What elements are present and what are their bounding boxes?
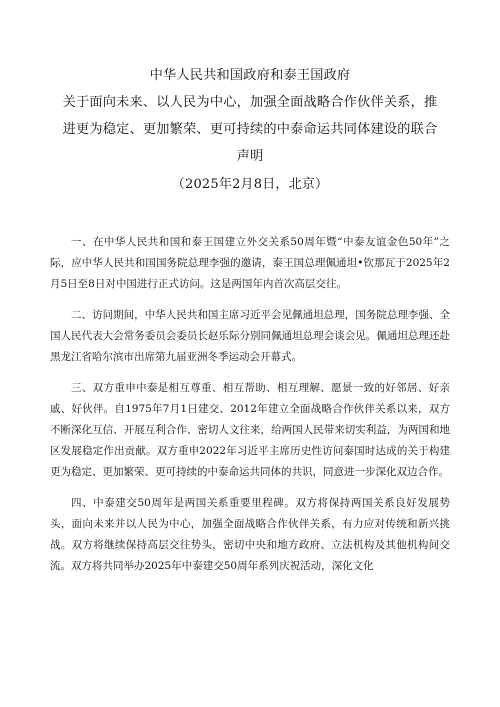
title-line-4: 声明 bbox=[236, 149, 264, 164]
paragraph-3: 三、双方重申中泰是相互尊重、相互帮助、相互理解、愿景一致的好邻居、好亲戚、好伙伴。自1975年7月1日建交、2012年建立全面战略合作伙伴关系以来，双方不断深化互信、开展互利合作、密切人文往来，给两国人民带来切实利益，为两国和地区发展稳定作出贡献。双方重申2022年习近平主席历史性访问泰国时达成的关于构建更为稳定、更加繁荣、更可持续的中泰命运共同体的共识，同意进一步深化双边合作。 bbox=[50, 382, 450, 478]
paragraph-2: 二、访问期间，中华人民共和国主席习近平会见佩通坦总理，国务院总理李强、全国人民代表大会常务委员会委员长赵乐际分别同佩通坦总理会谈会见。佩通坦总理还赴黑龙江省哈尔滨市出席第九届亚洲冬季运动会开幕式。 bbox=[50, 309, 450, 363]
paragraph-1: 一、在中华人民共和国和泰王国建立外交关系50周年暨“中泰友谊金色50年”之际，应中华人民共和国国务院总理李强的邀请，泰王国总理佩通坦•钦那瓦于2025年2月5日至8日对中国进行正式访问。这是两国年内首次高层交往。 bbox=[50, 236, 450, 290]
title-line-2: 关于面向未来、以人民为中心，加强全面战略合作伙伴关系，推 bbox=[62, 95, 438, 110]
title-line-3: 进更为稳定、更加繁荣、更可持续的中泰命运共同体建设的联合 bbox=[62, 122, 438, 137]
title-line-1: 中华人民共和国政府和泰王国政府 bbox=[149, 68, 351, 83]
paragraph-4: 四、中泰建交50周年是两国关系重要里程碑。双方将保持两国关系良好发展势头，面向未来并以人民为中心，加强全面战略合作伙伴关系，有力应对传统和新兴挑战。双方将继续保持高层交往势头，密切中央和地方政府、立法机构及其他机构间交流。双方将共同举办2025年中泰建交50周年系列庆祝活动，深化文化 bbox=[50, 497, 450, 572]
document-date: （2025年2月8日，北京） bbox=[171, 177, 329, 192]
document-body bbox=[50, 232, 450, 577]
document-title bbox=[56, 62, 444, 198]
